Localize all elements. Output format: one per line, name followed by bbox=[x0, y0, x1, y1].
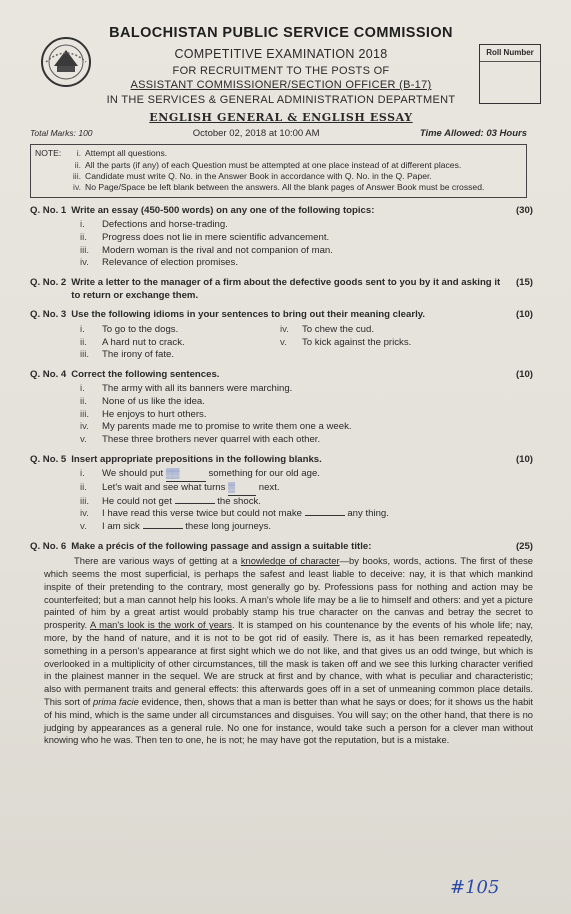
list-item: ii. A hard nut to crack. bbox=[80, 336, 185, 348]
list-item: iii. He enjoys to hurt others. bbox=[80, 408, 207, 420]
note-label: NOTE: bbox=[35, 148, 62, 159]
list-item: v. These three brothers never quarrel with each other. bbox=[80, 434, 321, 446]
note-item: i. Attempt all questions. bbox=[76, 148, 168, 159]
note-item: iii. Candidate must write Q. No. in the Answer Book in accordance with Q. No. in the Q. Paper. bbox=[72, 170, 432, 181]
org-name: BALOCHISTAN PUBLIC SERVICE COMMISSION bbox=[109, 25, 453, 41]
roll-number-label: Roll Number bbox=[480, 45, 540, 62]
time-allowed: Time Allowed: 03 Hours bbox=[419, 127, 527, 139]
note-item: iv. No Page/Space be left blank between the answers. All the blank pages of Answer Book must be crossed. bbox=[73, 182, 485, 193]
list-item: ii. Progress does not lie in mere scientific advancement. bbox=[80, 231, 330, 243]
answer-blank bbox=[305, 515, 345, 516]
question-1: Q. No. 1 Write an essay (450-500 words) on any one of the following topics: (30) i. Defections and horse-trading. ii. Progress does not lie in mere scientific advancement. iii. Modern woman is the rival and not companion of man. iv. Relevance of election promises. bbox=[30, 205, 557, 270]
exam-meta bbox=[30, 128, 557, 141]
question-2: Q. No. 2 Write a letter to the manager of a firm about the defective goods sent to you by it and asking it to return or exchange them. (15) bbox=[30, 276, 533, 301]
list-item: i. To go to the dogs. bbox=[80, 323, 179, 335]
recruitment-line: FOR RECRUITMENT TO THE POSTS OF bbox=[172, 64, 390, 77]
list-item: iii. The irony of fate. bbox=[80, 349, 174, 361]
list-item: i. Defections and horse-trading. bbox=[80, 219, 228, 231]
handwritten-note: #105 bbox=[450, 877, 500, 898]
answer-blank bbox=[175, 503, 215, 504]
list-item: iv. To chew the cud. bbox=[280, 323, 374, 335]
answer-blank: ▒▒ bbox=[166, 468, 206, 482]
answer-blank bbox=[143, 528, 183, 529]
list-item: ii. Let's wait and see what turns ▒ next. bbox=[80, 482, 557, 496]
question-5: Q. No. 5 Insert appropriate prepositions in the following blanks. (10) i. We should put ▒▒ something for our old age. ii. Let's wait and see what turns ▒ next. iii. He could not get the shock. iv. I have read this verse twice but could not make any thing. v. I am sick these long journeys. bbox=[30, 454, 557, 534]
list-item: i. We should put ▒▒ something for our old age. bbox=[80, 468, 557, 482]
header bbox=[30, 24, 557, 126]
question-6: Q. No. 6 Make a précis of the following passage and assign a suitable title: (25) There are various ways of getting at a knowledge of character—by books, words, actions. The first of these which seems the most superficial, is perhaps the safest and least liable to deceive: nay, it is that which mankind inspite of their pretending to the contrary, most generally go by. Professions pass for nothing and action may be counterfeited; but a man cannot help his looks. A man's whole life may be a lie to himself and others: and yet a picture painted of him by a great artist would probably stamp his true character on the canvas and betray the secret to prosperity. A man's look is the work of years. It is stamped on his countenance by the events of his whole life; nay, more, by the hand of nature, and it is not to be got rid of easily. There is, as it has been remarked repeatedly, something in a person's appearance at first sight which we do not like, and that gives us an odd twinge, but which is overlooked in a multiplicity of other circumstances, till the mask is taken off and we see this lurking character verified in the plainest manner in the sequel. We are struck at first and by chance, with what is peculiar and characteristic; also with permanent traits and general effects: this afterwards goes off in a set of unmeaning common place details. This sort of prima facie evidence, then, shows that a man is better than what he says or does; for it shows us the habit of his mind, which is the same under all circumstances and disguises. You will say; on the other hand, that there is no judging by appearances as a general rule. No one for instance, would take such a person for a clever man without knowing who he was. Then ten to one, he is not; he may have got the reputation, but is a mistake. bbox=[30, 540, 533, 746]
exam-date: October 02, 2018 at 10:00 AM bbox=[192, 127, 320, 139]
list-item: iv. Relevance of election promises. bbox=[80, 257, 238, 269]
roll-number-box bbox=[479, 44, 541, 104]
question-3: Q. No. 3 Use the following idioms in your sentences to bring out their meaning clearly. (10) i. To go to the dogs. iv. To chew the cud. ii. A hard nut to crack. v. To kick against the pricks. iii. The irony of fate. bbox=[30, 309, 557, 362]
department-line: IN THE SERVICES & GENERAL ADMINISTRATION DEPARTMENT bbox=[106, 93, 456, 106]
list-item: v. I am sick these long journeys. bbox=[80, 521, 272, 533]
commission-emblem bbox=[40, 36, 92, 88]
note-item: ii. All the parts (if any) of each Question must be attempted at one place instead of at different places. bbox=[74, 159, 462, 170]
list-item: iv. My parents made me to promise to write them one a week. bbox=[80, 421, 352, 433]
precis-passage: There are various ways of getting at a knowledge of character—by books, words, actions. The first of these which seems the most superficial, is perhaps the safest and least liable to deceive: nay, it is that which mankind inspite of their pretending to the contrary, most generally go by. Professions pass for nothing and action may be counterfeited; but a man cannot help his looks. A man's whole life may be a lie to himself and others: and yet a picture painted of him by a great artist would probably stamp his true character on the canvas and betray the secret to prosperity. A man's look is the work of years. It is stamped on his countenance by the events of his whole life; nay, more, by the hand of nature, and it is not to be got rid of easily. There is, as it has been remarked repeatedly, something in a person's appearance at first sight which we do not like, and that gives us an odd twinge, but which is overlooked in a multiplicity of other circumstances, till the mask is taken off and we see this lurking character verified in the plainest manner in the sequel. We are struck at first and by chance, with what is peculiar and characteristic; also with permanent traits and general effects: this afterwards goes off in a set of unmeaning common place details. This sort of prima facie evidence, then, shows that a man is better than what he says or does; for it shows us the habit of his mind, which is the same under all circumstances and disguises. You will say; on the other hand, that there is no judging by appearances as a general rule. No one for instance, would take such a person for a clever man without knowing who he was. Then ten to one, he is not; he may have got the reputation, but is a mistake. bbox=[44, 555, 533, 746]
list-item: iii. He could not get the shock. bbox=[80, 495, 261, 507]
paper-title: ENGLISH GENERAL & ENGLISH ESSAY bbox=[149, 111, 413, 125]
list-item: ii. None of us like the idea. bbox=[80, 396, 205, 408]
total-marks: Total Marks: 100 bbox=[30, 127, 93, 138]
note-box bbox=[30, 144, 527, 197]
list-item: iii. Modern woman is the rival and not companion of man. bbox=[80, 244, 333, 256]
answer-blank: ▒ bbox=[228, 482, 256, 496]
posts-line: ASSISTANT COMMISSIONER/SECTION OFFICER (B-17) bbox=[130, 79, 432, 92]
question-4: Q. No. 4 Correct the following sentences. (10) i. The army with all its banners were marching. ii. None of us like the idea. iii. He enjoys to hurt others. iv. My parents made me to promise to write them one a week. v. These three brothers never quarrel with each other. bbox=[30, 369, 557, 447]
exam-name: COMPETITIVE EXAMINATION 2018 bbox=[174, 47, 388, 62]
list-item: iv. I have read this verse twice but could not make any thing. bbox=[80, 508, 389, 520]
list-item: v. To kick against the pricks. bbox=[280, 336, 412, 348]
list-item: i. The army with all its banners were marching. bbox=[80, 383, 293, 395]
